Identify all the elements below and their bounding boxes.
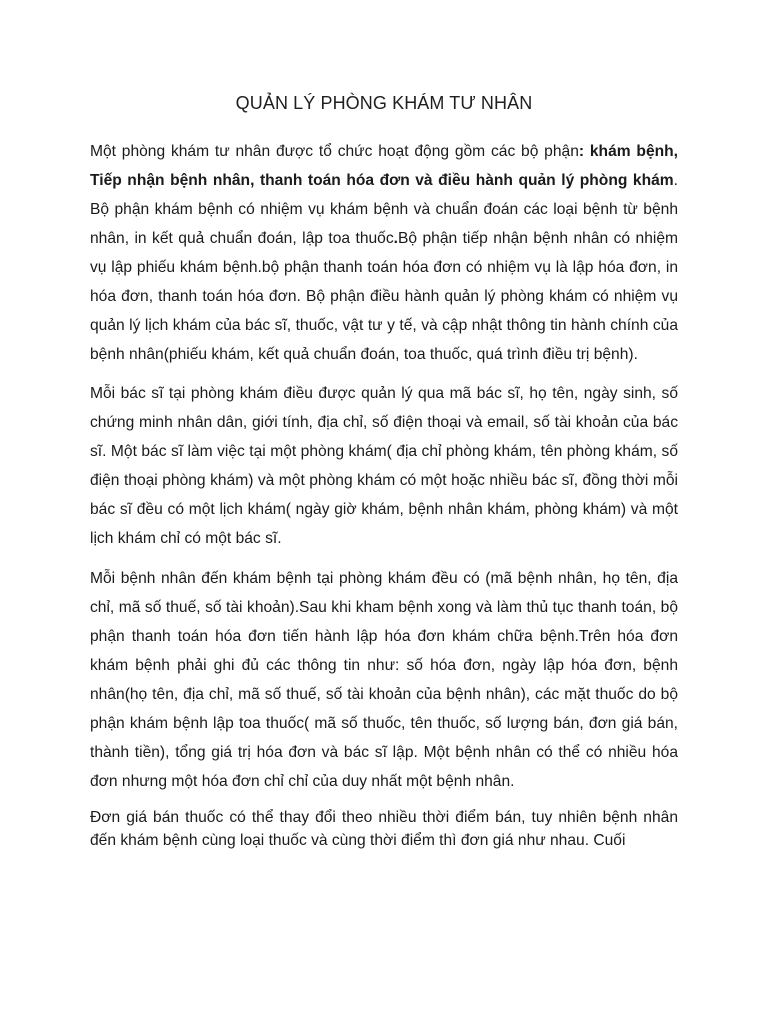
paragraph-doctors: Mỗi bác sĩ tại phòng khám điều được quản lý qua mã bác sĩ, họ tên, ngày sinh, số chứng minh nhân dân, giới tính, địa chỉ, số điện thoại và email, số tài khoản của bác sĩ. Một bác sĩ làm việc tại một phòng khám( địa chỉ phòng khám, tên phòng khám, số điện thoại phòng khám) và một phòng khám có một hoặc nhiều bác sĩ, đồng thời mỗi bác sĩ đều có một lịch khám( ngày giờ khám, bệnh nhân khám, phòng khám) và một lịch khám chỉ có một bác sĩ. [90,385,678,547]
document-title: QUẢN LÝ PHÒNG KHÁM TƯ NHÂN [235,93,533,113]
paragraph-departments-bold-list: khám bệnh, Tiếp nhận bệnh nhân, thanh toán hóa đơn và điều hành quản lý phòng khám [90,143,678,189]
paragraph-departments-intro: Một phòng khám tư nhân được tổ chức hoạt động gồm các bộ phận [90,143,579,160]
paragraph-drug-pricing: Đơn giá bán thuốc có thể thay đổi theo nhiều thời điểm bán, tuy nhiên bệnh nhân đến khám bệnh cùng loại thuốc và cùng thời điểm thì đơn giá như nhau. Cuối [90,809,678,849]
paragraph-departments-colon: : [578,143,585,160]
document-page [90,0,678,1024]
paragraph-patients-invoices: Mỗi bệnh nhân đến khám bệnh tại phòng khám đều có (mã bệnh nhân, họ tên, địa chỉ, mã số thuế, số tài khoản).Sau khi kham bệnh xong và làm thủ tục thanh toán, bộ phận thanh toán hóa đơn tiến hành lập hóa đơn khám chữa bệnh.Trên hóa đơn khám bệnh phải ghi đủ các thông tin như: số hóa đơn, ngày lập hóa đơn, bệnh nhân(họ tên, địa chỉ, mã số thuế, số tài khoản của bệnh nhân), các mặt thuốc do bộ phận khám bệnh lập toa thuốc( mã số thuốc, tên thuốc, số lượng bán, đơn giá bán, thành tiền), tổng giá trị hóa đơn và bác sĩ lập. Một bệnh nhân có thể có nhiều hóa đơn nhưng một hóa đơn chỉ chỉ của duy nhất một bệnh nhân. [90,570,678,790]
paragraph-departments [90,137,678,369]
paragraph-departments-dot: . [393,230,398,247]
paragraph-departments-duties-b: Bộ phận tiếp nhận bệnh nhân có nhiệm vụ lập phiếu khám bệnh.bộ phận thanh toán hóa đơn có nhiệm vụ là lập hóa đơn, in hóa đơn, thanh toán hóa đơn. Bộ phận điều hành quản lý phòng khám có nhiệm vụ quản lý lịch khám của bác sĩ, thuốc, vật tư y tế, và cập nhật thông tin hành chính của bệnh nhân(phiếu khám, kết quả chuẩn đoán, toa thuốc, quá trình điều trị bệnh). [90,230,678,363]
paragraph-departments-duties-a: . Bộ phận khám bệnh có nhiệm vụ khám bệnh và chuẩn đoán các loại bệnh từ bệnh nhân, in kết quả chuẩn đoán, lập toa thuốc [90,172,678,247]
